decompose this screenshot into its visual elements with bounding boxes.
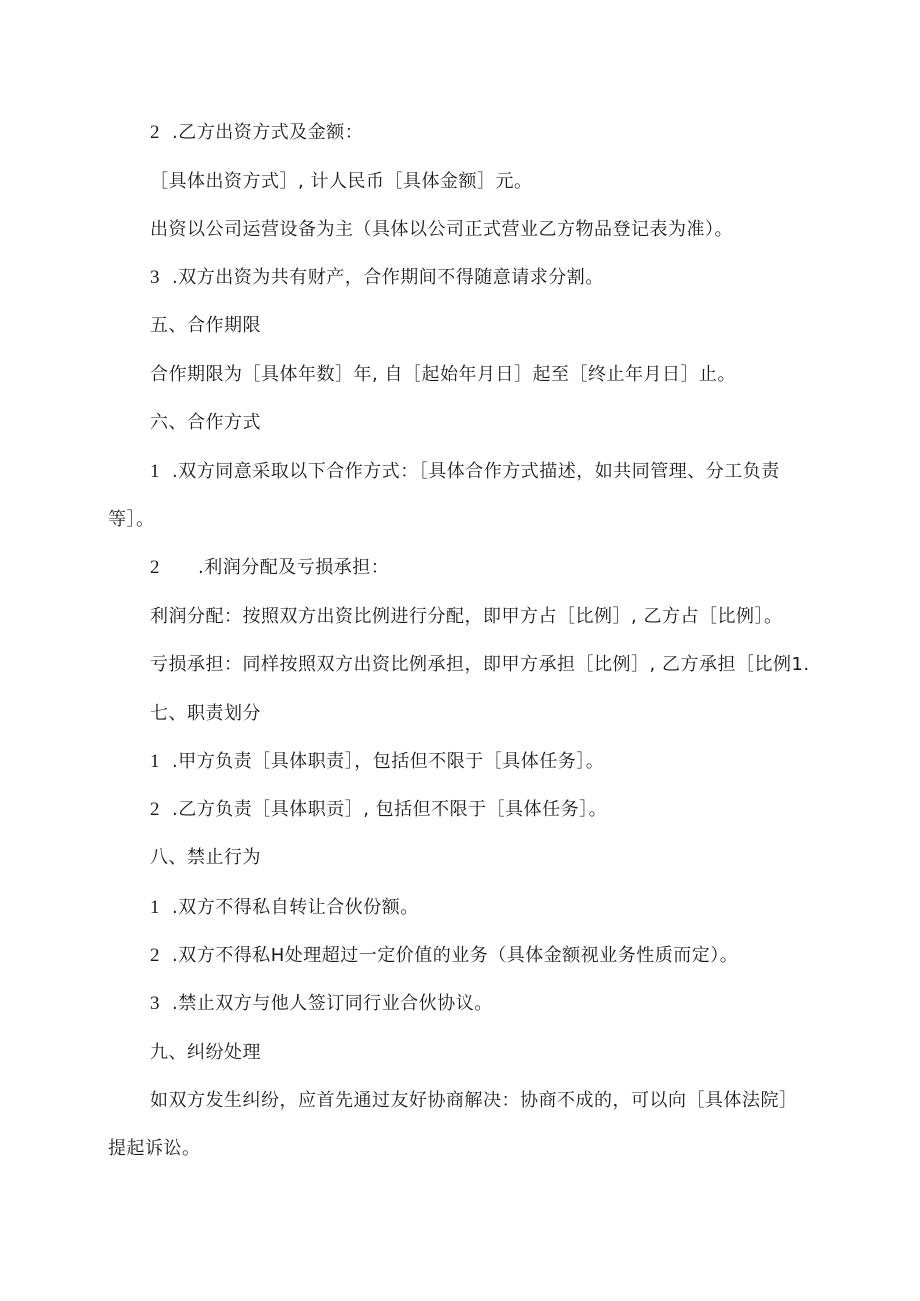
clause-item-line <box>150 460 780 484</box>
item-number: 2 <box>150 122 160 143</box>
line-text: ［具体出资方式］, 计人民币［具体金额］元。 <box>150 171 533 192</box>
item-text: .双方不得私自转让合伙份额。 <box>172 897 419 918</box>
item-number: 2 <box>150 945 160 966</box>
paragraph-line <box>150 218 733 242</box>
continuation-line <box>108 508 155 532</box>
clause-item-line <box>150 121 363 145</box>
paragraph-line <box>150 170 532 194</box>
line-text: 亏损承担：同样按照双方出资比例承担，即甲方承担［比例］, 乙方承担［比例1. <box>150 654 810 675</box>
line-text: 提起诉讼。 <box>108 1138 201 1159</box>
item-number: 1 <box>150 461 160 482</box>
item-text: .禁止双方与他人签订同行业合伙协议。 <box>172 993 493 1014</box>
section-heading <box>150 314 261 338</box>
item-text: .双方出资为共有财产，合作期间不得随意请求分割。 <box>172 267 604 288</box>
line-text: 等］。 <box>108 509 155 530</box>
item-number: 2 <box>150 557 160 578</box>
clause-item-line <box>150 556 389 580</box>
item-number: 3 <box>150 267 160 288</box>
item-text: .双方同意采取以下合作方式：［具体合作方式描述，如共同管理、分工负责 <box>172 461 780 482</box>
line-text: 出资以公司运营设备为主（具体以公司正式营业乙方物品登记表为准）。 <box>150 219 733 240</box>
line-text: 利润分配：按照双方出资比例进行分配，即甲方占［比例］, 乙方占［比例］。 <box>150 606 783 627</box>
section-heading <box>150 846 261 870</box>
item-number: 1 <box>150 897 160 918</box>
clause-item-line <box>150 266 604 290</box>
clause-item-line <box>150 798 607 822</box>
section-heading <box>150 702 261 726</box>
paragraph-line <box>150 653 810 677</box>
section-heading <box>150 411 261 435</box>
line-text: 如双方发生纠纷，应首先通过友好协商解决：协商不成的，可以向［具体法院］ <box>150 1090 798 1111</box>
paragraph-line <box>150 605 782 629</box>
heading-text: 五、合作期限 <box>150 315 261 336</box>
heading-text: 六、合作方式 <box>150 412 261 433</box>
heading-text: 七、职责划分 <box>150 703 261 724</box>
clause-item-line <box>150 992 493 1016</box>
section-heading <box>150 1041 261 1065</box>
continuation-line <box>108 1137 201 1161</box>
clause-item-line <box>150 750 604 774</box>
item-text: .乙方负责［具体职贡］, 包括但不限于［具体任务］。 <box>172 799 608 820</box>
item-text: .乙方出资方式及金额： <box>172 122 364 143</box>
heading-text: 九、纠纷处理 <box>150 1042 261 1063</box>
item-text: .利润分配及亏损承担： <box>198 557 390 578</box>
paragraph-line <box>150 1089 798 1113</box>
item-text: .甲方负责［具体职责］，包括但不限于［具体任务］。 <box>172 751 605 772</box>
clause-item-line <box>150 944 738 968</box>
clause-item-line <box>150 896 419 920</box>
item-number: 2 <box>150 799 160 820</box>
item-text: .双方不得私H处理超过一定价值的业务（具体金额视业务性质而定）。 <box>172 945 739 966</box>
heading-text: 八、禁止行为 <box>150 847 261 868</box>
item-number: 1 <box>150 751 160 772</box>
item-number: 3 <box>150 993 160 1014</box>
line-text: 合作期限为［具体年数］年, 自［起始年月日］起至［终止年月日］止。 <box>150 364 736 385</box>
paragraph-line <box>150 363 736 387</box>
